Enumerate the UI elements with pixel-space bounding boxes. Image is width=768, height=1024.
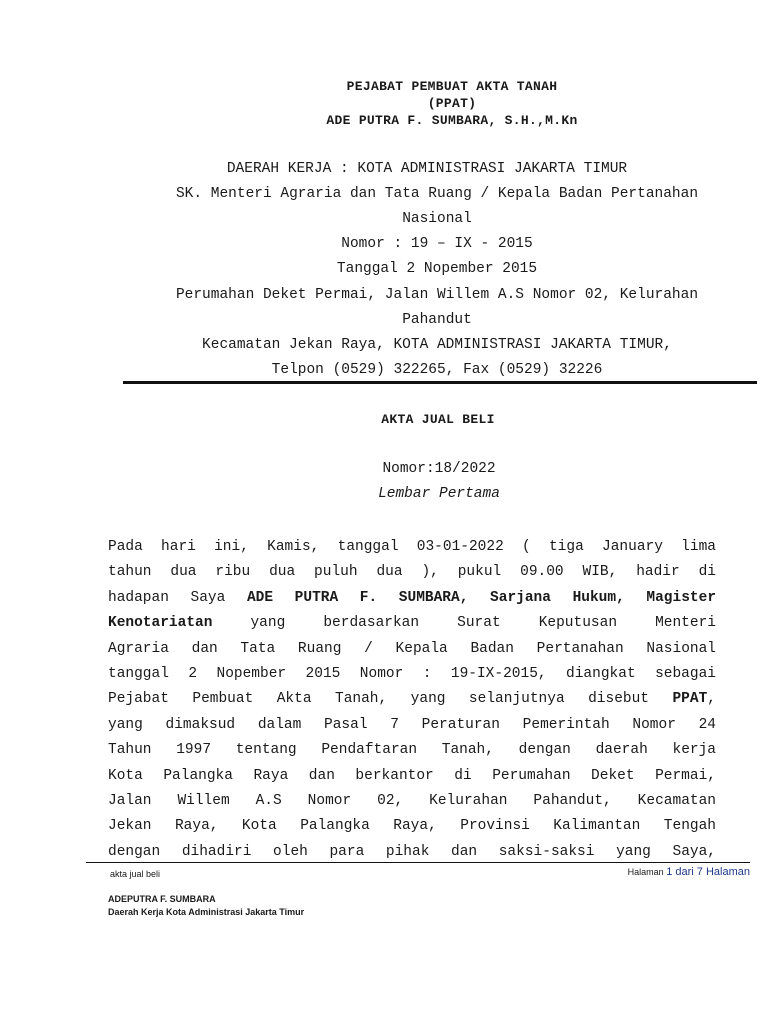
footer-divider [86, 862, 750, 863]
ppat-degree-2a: Magister [646, 589, 717, 606]
body-line: Tahun 1997 tentang Pendaftaran Tanah, dengan daerah kerja [108, 742, 716, 759]
body-line: tahun dua ribu dua puluh dua ), pukul 09.00 WIB, hadir di [108, 564, 716, 581]
deed-number: Nomor:18/2022 [382, 461, 496, 477]
sk-date: Tanggal 2 Nopember 2015 [336, 261, 538, 277]
deed-title: AKTA JUAL BELI [381, 412, 495, 427]
body-line: Pejabat Pembuat Akta Tanah, yang selanjutnya disebut PPAT, [108, 691, 716, 708]
body-line: Kenotariatan yang berdasarkan Surat Keputusan Menteri [108, 615, 716, 632]
body-line: Jalan Willem A.S Nomor 02, Kelurahan Pahandut, Kecamatan [108, 792, 716, 809]
deed-sheet: Lembar Pertama [378, 486, 500, 502]
body-line: Jekan Raya, Kota Palangka Raya, Provinsi Kalimantan Tengah [108, 818, 716, 835]
body-line: Agraria dan Tata Ruang / Kepala Badan Pertanahan Nasional [108, 640, 716, 657]
address-line-1: Perumahan Deket Permai, Jalan Willem A.S Nomor 02, Kelurahan [175, 287, 699, 303]
body-line: Pada hari ini, Kamis, tanggal 03-01-2022 ( tiga January lima [108, 539, 716, 555]
ppat-degree-2b: Kenotariatan [108, 615, 213, 632]
official-name: ADE PUTRA F. SUMBARA, S.H.,M.Kn [326, 113, 578, 128]
ppat-degree-1: Sarjana Hukum [490, 589, 617, 606]
footer-work-area: Daerah Kerja Kota Administrasi Jakarta Timur [108, 907, 305, 917]
sk-number: Nomor : 19 – IX - 2015 [341, 236, 533, 252]
body-line: hadapan Saya ADE PUTRA F. SUMBARA, Sarjana Hukum, Magister [108, 589, 717, 606]
address-line-2: Pahandut [402, 312, 472, 328]
footer-page-indicator: Halaman 1 dari 7 Halaman [627, 866, 750, 878]
ppat-abbr: PPAT [672, 691, 708, 708]
body-line: yang dimaksud dalam Pasal 7 Peraturan Pemerintah Nomor 24 [108, 716, 716, 733]
header-divider [123, 381, 757, 384]
deed-body [108, 535, 716, 865]
body-line: tanggal 2 Nopember 2015 Nomor : 19-IX-2015, diangkat sebagai [108, 665, 716, 682]
office-title: PEJABAT PEMBUAT AKTA TANAH [346, 79, 558, 94]
ppat-name: ADE PUTRA F. SUMBARA [246, 589, 460, 606]
footer-official-name: ADEPUTRA F. SUMBARA [108, 894, 216, 904]
phone-fax: Telpon (0529) 322265, Fax (0529) 32226 [271, 362, 603, 378]
address-line-3: Kecamatan Jekan Raya, KOTA ADMINISTRASI JAKARTA TIMUR, [202, 337, 672, 353]
body-line: dengan dihadiri oleh para pihak dan saksi-saksi yang Saya, [108, 843, 716, 860]
page-total: 7 [696, 866, 703, 878]
footer-doc-label: akta jual beli [110, 869, 161, 879]
work-area: DAERAH KERJA : KOTA ADMINISTRASI JAKARTA TIMUR [226, 161, 628, 177]
body-line: Kota Palangka Raya dan berkantor di Perumahan Deket Permai, [108, 767, 716, 784]
sk-line-1: SK. Menteri Agraria dan Tata Ruang / Kepala Badan Pertanahan [175, 186, 699, 202]
page-current: 1 [666, 866, 673, 878]
sk-line-2: Nasional [402, 211, 472, 227]
office-abbr: (PPAT) [427, 96, 477, 111]
